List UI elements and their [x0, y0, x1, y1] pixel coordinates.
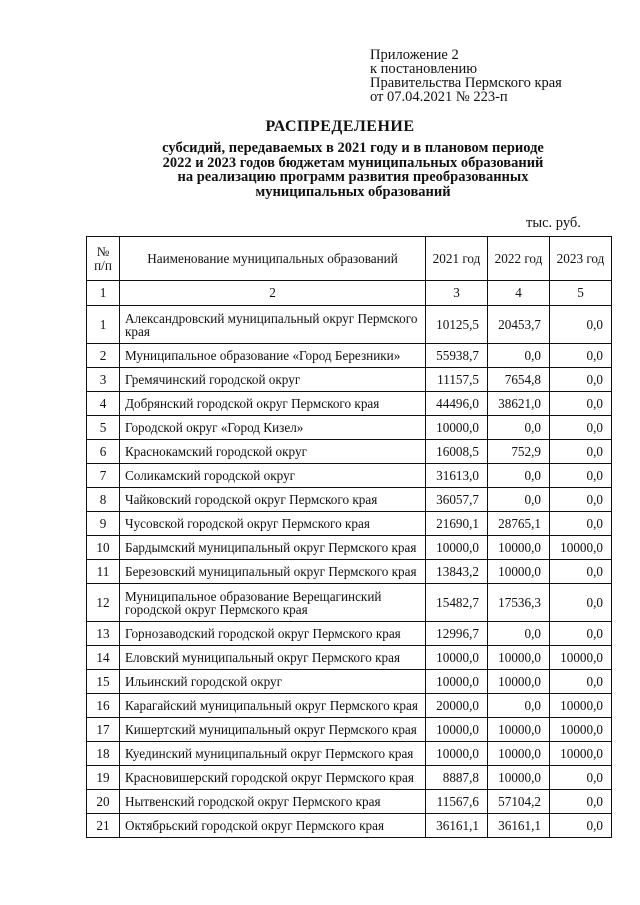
- row-number: 12: [87, 584, 120, 622]
- table-row: [87, 646, 612, 670]
- row-value-2023: 0,0: [550, 368, 612, 392]
- appendix-line: от 07.04.2021 № 223-п: [370, 89, 508, 105]
- header-name: Наименование муниципальных образований: [120, 237, 426, 281]
- row-value-2023: 10000,0: [550, 742, 612, 766]
- row-municipality-name: Гремячинский городской округ: [120, 368, 426, 392]
- row-value-2023: 0,0: [550, 584, 612, 622]
- table-row: [87, 344, 612, 368]
- table-body: [87, 306, 612, 838]
- row-number: 20: [87, 790, 120, 814]
- row-value-2023: 0,0: [550, 814, 612, 838]
- row-value-2022: 10000,0: [488, 670, 550, 694]
- row-number: 1: [87, 306, 120, 344]
- row-value-2022: 10000,0: [488, 718, 550, 742]
- header-2023: 2023 год: [550, 237, 612, 281]
- subtitle-line: муниципальных образований: [255, 183, 451, 200]
- row-number: 16: [87, 694, 120, 718]
- appendix-line: Приложение 2: [370, 47, 459, 63]
- subtitle-line: 2022 и 2023 годов бюджетам муниципальных образований: [162, 154, 544, 171]
- row-value-2021: 55938,7: [426, 344, 488, 368]
- row-value-2023: 0,0: [550, 766, 612, 790]
- row-municipality-name: Бардымский муниципальный округ Пермского края: [120, 536, 426, 560]
- subsidy-table: [86, 236, 612, 838]
- row-value-2023: 0,0: [550, 392, 612, 416]
- row-number: 10: [87, 536, 120, 560]
- row-value-2023: 0,0: [550, 488, 612, 512]
- table-row: [87, 392, 612, 416]
- row-value-2023: 0,0: [550, 464, 612, 488]
- document-subtitle: [118, 141, 588, 199]
- row-number: 3: [87, 368, 120, 392]
- table-row: [87, 488, 612, 512]
- row-value-2022: 0,0: [488, 622, 550, 646]
- table-row: [87, 718, 612, 742]
- row-municipality-name: Краснокамский городской округ: [120, 440, 426, 464]
- table-row: [87, 416, 612, 440]
- table-row: [87, 536, 612, 560]
- table-row: [87, 440, 612, 464]
- row-value-2021: 10000,0: [426, 536, 488, 560]
- header-2021: 2021 год: [426, 237, 488, 281]
- table-row: [87, 584, 612, 622]
- row-municipality-name: Горнозаводский городской округ Пермского края: [120, 622, 426, 646]
- row-number: 19: [87, 766, 120, 790]
- header-no: № п/п: [87, 237, 120, 281]
- row-municipality-name: Карагайский муниципальный округ Пермского края: [120, 694, 426, 718]
- row-value-2021: 10000,0: [426, 670, 488, 694]
- row-value-2021: 44496,0: [426, 392, 488, 416]
- subtitle-line: субсидий, передаваемых в 2021 году и в плановом периоде: [162, 140, 544, 156]
- table-row: [87, 306, 612, 344]
- row-value-2021: 36161,1: [426, 814, 488, 838]
- table-row: [87, 368, 612, 392]
- unit-label: тыс. руб.: [526, 215, 581, 231]
- row-value-2021: 12996,7: [426, 622, 488, 646]
- row-value-2022: 0,0: [488, 488, 550, 512]
- row-value-2021: 31613,0: [426, 464, 488, 488]
- row-value-2021: 15482,7: [426, 584, 488, 622]
- row-number: 9: [87, 512, 120, 536]
- row-value-2022: 10000,0: [488, 560, 550, 584]
- row-value-2022: 10000,0: [488, 766, 550, 790]
- column-number: 5: [550, 281, 612, 306]
- row-value-2023: 10000,0: [550, 536, 612, 560]
- row-value-2021: 11567,6: [426, 790, 488, 814]
- row-value-2021: 36057,7: [426, 488, 488, 512]
- header-2022: 2022 год: [488, 237, 550, 281]
- table-row: [87, 742, 612, 766]
- row-value-2023: 0,0: [550, 560, 612, 584]
- row-value-2023: 0,0: [550, 440, 612, 464]
- row-value-2022: 0,0: [488, 464, 550, 488]
- row-value-2021: 11157,5: [426, 368, 488, 392]
- row-value-2022: 7654,8: [488, 368, 550, 392]
- row-value-2022: 10000,0: [488, 742, 550, 766]
- row-municipality-name: Березовский муниципальный округ Пермского края: [120, 560, 426, 584]
- row-value-2023: 10000,0: [550, 718, 612, 742]
- table-row: [87, 814, 612, 838]
- column-number: 4: [488, 281, 550, 306]
- column-number: 1: [87, 281, 120, 306]
- row-value-2022: 17536,3: [488, 584, 550, 622]
- appendix-reference: [370, 48, 562, 104]
- row-value-2022: 752,9: [488, 440, 550, 464]
- row-number: 4: [87, 392, 120, 416]
- row-municipality-name: Нытвенский городской округ Пермского края: [120, 790, 426, 814]
- row-value-2022: 10000,0: [488, 536, 550, 560]
- row-number: 13: [87, 622, 120, 646]
- row-value-2023: 0,0: [550, 416, 612, 440]
- row-value-2021: 16008,5: [426, 440, 488, 464]
- row-value-2021: 20000,0: [426, 694, 488, 718]
- row-value-2022: 0,0: [488, 344, 550, 368]
- row-municipality-name: Добрянский городской округ Пермского края: [120, 392, 426, 416]
- row-value-2023: 0,0: [550, 512, 612, 536]
- row-value-2022: 0,0: [488, 416, 550, 440]
- row-number: 6: [87, 440, 120, 464]
- column-number-row: [87, 281, 612, 306]
- table-row: [87, 790, 612, 814]
- subtitle-line: на реализацию программ развития преобразованных: [177, 169, 529, 185]
- row-value-2021: 10000,0: [426, 742, 488, 766]
- row-municipality-name: Александровский муниципальный округ Пермского края: [120, 306, 426, 344]
- row-value-2022: 36161,1: [488, 814, 550, 838]
- row-value-2022: 57104,2: [488, 790, 550, 814]
- row-municipality-name: Городской округ «Город Кизел»: [120, 416, 426, 440]
- row-number: 11: [87, 560, 120, 584]
- row-value-2021: 10000,0: [426, 718, 488, 742]
- row-number: 7: [87, 464, 120, 488]
- row-municipality-name: Ильинский городской округ: [120, 670, 426, 694]
- row-number: 21: [87, 814, 120, 838]
- row-number: 5: [87, 416, 120, 440]
- column-number: 2: [120, 281, 426, 306]
- row-value-2023: 10000,0: [550, 694, 612, 718]
- row-value-2022: 20453,7: [488, 306, 550, 344]
- table-row: [87, 464, 612, 488]
- table-row: [87, 766, 612, 790]
- row-value-2021: 21690,1: [426, 512, 488, 536]
- table-row: [87, 622, 612, 646]
- row-value-2021: 10000,0: [426, 416, 488, 440]
- row-value-2021: 13843,2: [426, 560, 488, 584]
- row-number: 14: [87, 646, 120, 670]
- row-municipality-name: Кишертский муниципальный округ Пермского края: [120, 718, 426, 742]
- row-municipality-name: Октябрьский городской округ Пермского края: [120, 814, 426, 838]
- row-value-2023: 0,0: [550, 670, 612, 694]
- row-municipality-name: Муниципальное образование Верещагинский городской округ Пермского края: [120, 584, 426, 622]
- row-value-2021: 10125,5: [426, 306, 488, 344]
- row-number: 8: [87, 488, 120, 512]
- row-value-2023: 10000,0: [550, 646, 612, 670]
- row-value-2021: 10000,0: [426, 646, 488, 670]
- appendix-line: к постановлению: [370, 61, 478, 77]
- row-value-2023: 0,0: [550, 790, 612, 814]
- row-value-2022: 10000,0: [488, 646, 550, 670]
- row-municipality-name: Муниципальное образование «Город Березники»: [120, 344, 426, 368]
- row-municipality-name: Чусовской городской округ Пермского края: [120, 512, 426, 536]
- column-number: 3: [426, 281, 488, 306]
- row-value-2022: 38621,0: [488, 392, 550, 416]
- row-number: 15: [87, 670, 120, 694]
- table-row: [87, 670, 612, 694]
- row-municipality-name: Чайковский городской округ Пермского края: [120, 488, 426, 512]
- row-value-2022: 0,0: [488, 694, 550, 718]
- row-municipality-name: Еловский муниципальный округ Пермского края: [120, 646, 426, 670]
- table-row: [87, 512, 612, 536]
- document-title: РАСПРЕДЕЛЕНИЕ: [265, 118, 415, 135]
- row-value-2022: 28765,1: [488, 512, 550, 536]
- row-number: 18: [87, 742, 120, 766]
- table-header-row: [87, 237, 612, 281]
- row-municipality-name: Соликамский городской округ: [120, 464, 426, 488]
- row-value-2023: 0,0: [550, 306, 612, 344]
- row-value-2023: 0,0: [550, 344, 612, 368]
- table-row: [87, 560, 612, 584]
- appendix-line: Правительства Пермского края: [370, 75, 562, 91]
- row-municipality-name: Куединский муниципальный округ Пермского края: [120, 742, 426, 766]
- table-row: [87, 694, 612, 718]
- row-value-2023: 0,0: [550, 622, 612, 646]
- row-municipality-name: Красновишерский городской округ Пермского края: [120, 766, 426, 790]
- row-number: 17: [87, 718, 120, 742]
- row-number: 2: [87, 344, 120, 368]
- row-value-2021: 8887,8: [426, 766, 488, 790]
